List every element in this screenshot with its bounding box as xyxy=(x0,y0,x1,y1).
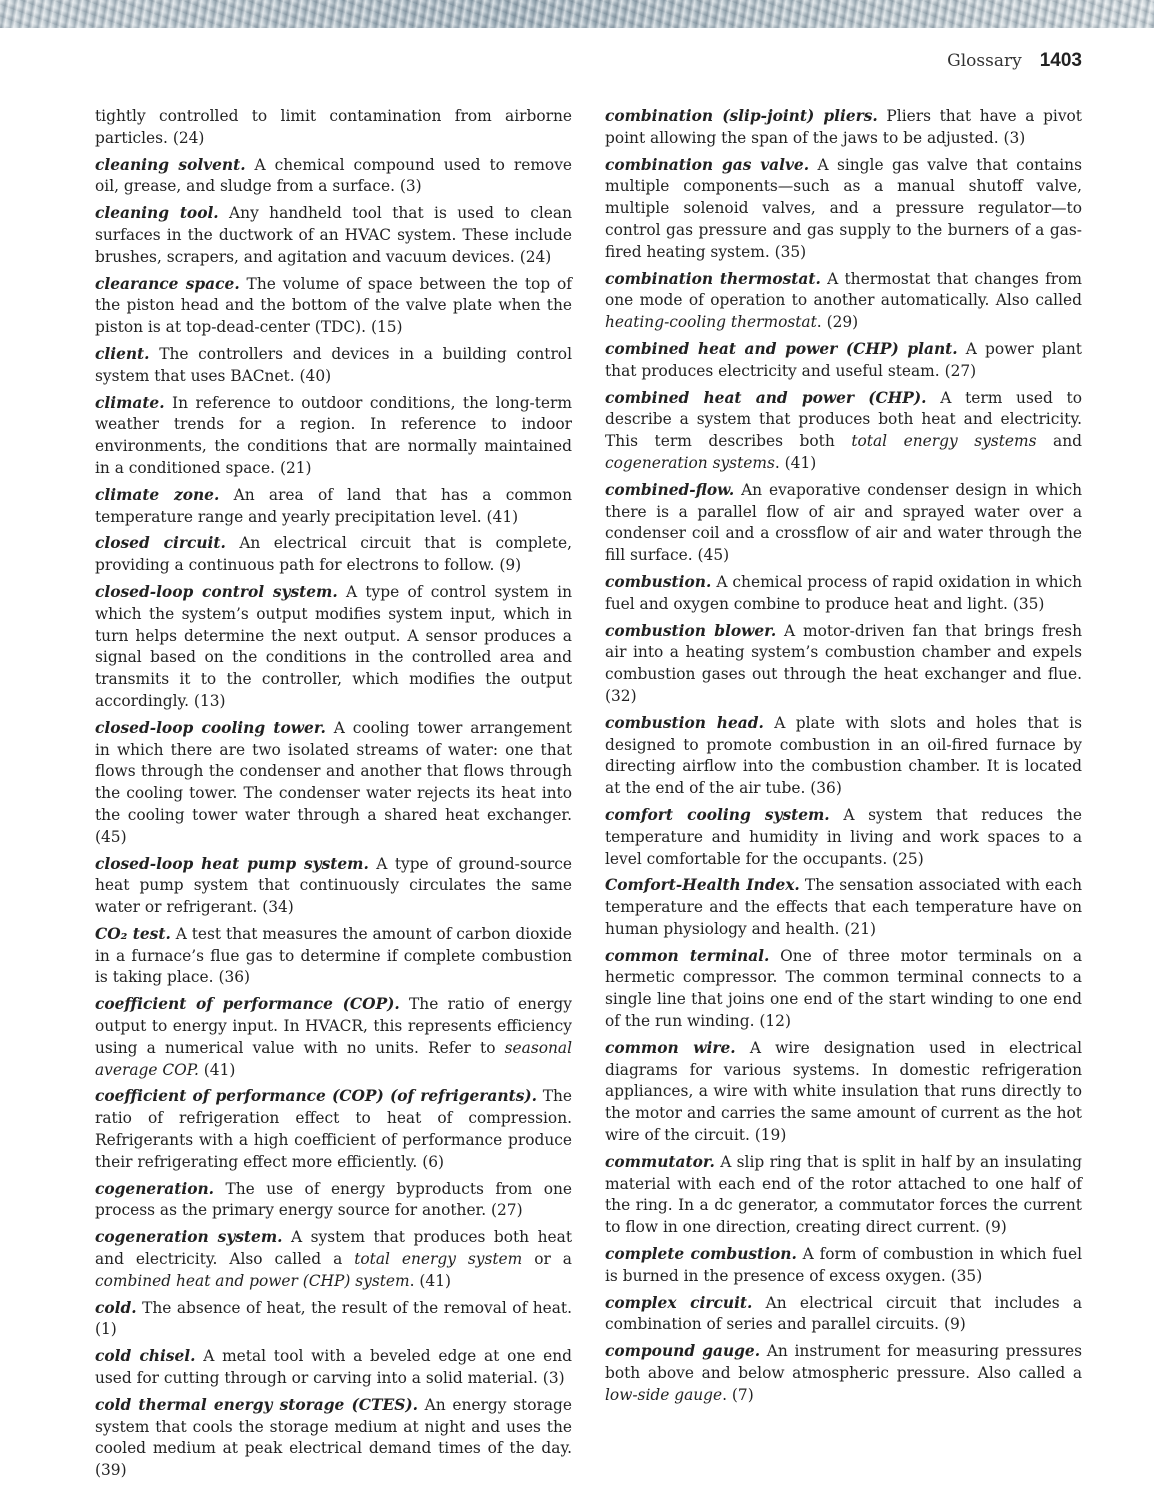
definition-text: A metal tool with a beveled edge at one end used for cutting through or carving into a solid material. (3) xyxy=(95,1347,572,1388)
glossary-entry xyxy=(95,994,572,1081)
glossary-term: climate. xyxy=(95,393,165,412)
definition-text: Any handheld tool that is used to clean surfaces in the ductwork of an HVAC system. These include brushes, scrapers, and agitation and vacuum devices. (24) xyxy=(95,204,572,266)
glossary-term: combination thermostat. xyxy=(605,269,821,288)
glossary-entry xyxy=(95,344,572,388)
definition-text: The sensation associated with each temperature and the effects that each temperature have on human physiology and health. (21) xyxy=(605,876,1082,938)
definition-text: A chemical compound used to remove oil, grease, and sludge from a surface. (3) xyxy=(95,155,572,196)
glossary-term: climate zone. xyxy=(95,485,220,504)
definition-text: An evaporative condenser design in which there is a parallel flow of air and sprayed water over a condenser coil and a crossflow of air and water through the fill surface. (45) xyxy=(605,480,1082,565)
glossary-term: complete combustion. xyxy=(605,1245,797,1264)
definition-text: An instrument for measuring pressures both above and below atmospheric pressure. Also called a xyxy=(605,1342,1082,1383)
glossary-entry xyxy=(605,269,1082,334)
glossary-entry xyxy=(95,1346,572,1390)
glossary-term: combined-flow. xyxy=(605,480,735,499)
left-column xyxy=(95,106,572,1487)
definition-text: . (41) xyxy=(409,1271,451,1290)
glossary-term: common terminal. xyxy=(605,946,770,965)
glossary-entry xyxy=(605,1244,1082,1288)
definition-text: A type of ground-source heat pump system that continuously circulates the same water or refrigerant. (34) xyxy=(95,854,573,917)
glossary-entry xyxy=(95,533,572,577)
glossary-entry xyxy=(605,875,1082,940)
definition-text: . (29) xyxy=(816,313,859,332)
glossary-term: closed-loop heat pump system. xyxy=(95,854,369,873)
glossary-entry xyxy=(95,854,572,919)
glossary-term: combustion head. xyxy=(605,713,764,732)
header-texture-banner xyxy=(0,0,1154,28)
glossary-entry xyxy=(605,805,1082,870)
glossary-term: cold thermal energy storage (CTES). xyxy=(95,1395,418,1414)
definition-text: A form of combustion in which fuel is burned in the presence of excess oxygen. (35) xyxy=(605,1245,1082,1285)
cross-reference: total energy system xyxy=(354,1250,523,1269)
definition-text: A term used to describe a system that produces both heat and electricity. This term describes both xyxy=(605,388,1082,451)
definition-text: A power plant that produces electricity and useful steam. (27) xyxy=(605,339,1082,380)
cross-reference: low-side gauge xyxy=(605,1385,723,1404)
glossary-entry xyxy=(95,1179,572,1223)
definition-text: A thermostat that changes from one mode of operation to another automatically. Also called xyxy=(605,269,1082,310)
glossary-term: commutator. xyxy=(605,1152,715,1171)
glossary-entry xyxy=(605,388,1082,475)
glossary-entry xyxy=(95,582,572,713)
definition-text: A slip ring that is split in half by an insulating material with each end of the rotor attached to one half of the ring. In a dc generator, a commutator forces the current to flow in one direction, creating direct current. (9) xyxy=(605,1152,1082,1237)
glossary-entry xyxy=(95,1227,572,1292)
glossary-entry xyxy=(605,1341,1082,1406)
cross-reference: combined heat and power (CHP) system xyxy=(95,1271,410,1290)
glossary-term: cold chisel. xyxy=(95,1347,196,1366)
definition-text: (41) xyxy=(198,1060,236,1079)
definition-text: An energy storage system that cools the storage medium at night and uses the cooled medium at peak electrical demand times of the day. (39) xyxy=(95,1395,572,1480)
glossary-entry xyxy=(95,924,572,989)
glossary-entry xyxy=(95,393,572,480)
section-label: Glossary xyxy=(947,51,1022,71)
glossary-entry xyxy=(95,1086,572,1173)
glossary-entry xyxy=(95,155,572,199)
glossary-entry xyxy=(605,480,1082,567)
glossary-entry xyxy=(605,1038,1082,1147)
definition-text: A motor-driven fan that brings fresh air into a heating system’s combustion chamber and expels combustion gases out through the heat exchanger and flue. (32) xyxy=(605,621,1082,705)
definition-text: Pliers that have a pivot point allowing the span of the jaws to be adjusted. (3) xyxy=(605,107,1082,147)
glossary-term: closed-loop control system. xyxy=(95,582,338,601)
cross-reference: heating-cooling thermostat xyxy=(605,313,817,332)
definition-text: The volume of space between the top of the piston head and the bottom of the valve plate when the piston is at top-dead-center (TDC). (15) xyxy=(95,274,572,337)
definition-text: The absence of heat, the result of the removal of heat. (1) xyxy=(95,1298,572,1339)
definition-text: A cooling tower arrangement in which there are two isolated streams of water: one that flows through the condenser and another that flows through the cooling tower. The condenser water rejects its heat into the cooling tower water through a shared heat exchanger. (45) xyxy=(95,718,572,846)
page-number: 1403 xyxy=(1039,50,1082,71)
glossary-entry xyxy=(605,713,1082,800)
glossary-term: combined heat and power (CHP) plant. xyxy=(605,339,958,358)
glossary-term: CO₂ test. xyxy=(95,924,171,943)
glossary-term: cogeneration system. xyxy=(95,1228,283,1247)
definition-text: or a xyxy=(522,1250,572,1269)
glossary-entry xyxy=(95,485,572,529)
glossary-term: compound gauge. xyxy=(605,1342,761,1361)
definition-text: tightly controlled to limit contamination from airborne particles. (24) xyxy=(95,107,572,147)
definition-text: One of three motor terminals on a hermetic compressor. The common terminal connects to a single line that joins one end of the start winding to one end of the run winding. (12) xyxy=(605,946,1082,1031)
cross-reference: cogeneration systems xyxy=(605,453,775,472)
glossary-term: closed-loop cooling tower. xyxy=(95,718,326,737)
definition-text: and xyxy=(1036,432,1082,451)
definition-text: An area of land that has a common temperature range and yearly precipitation level. (41) xyxy=(95,485,572,526)
glossary-term: client. xyxy=(95,344,150,363)
glossary-term: cleaning solvent. xyxy=(95,155,246,174)
glossary-entry xyxy=(605,946,1082,1033)
glossary-term: combination gas valve. xyxy=(605,155,810,174)
glossary-term: cleaning tool. xyxy=(95,204,219,223)
glossary-term: coefficient of performance (COP). xyxy=(95,995,400,1014)
definition-text: A system that produces both heat and electricity. Also called a xyxy=(95,1228,572,1269)
glossary-term: coefficient of performance (COP) (of refrigerants). xyxy=(95,1087,537,1106)
definition-text: A plate with slots and holes that is designed to promote combustion in an oil-fired furnace by directing airflow into the combustion chamber. It is located at the end of the air tube. (36) xyxy=(605,713,1082,798)
definition-text: The controllers and devices in a building control system that uses BACnet. (40) xyxy=(95,344,572,385)
glossary-term: complex circuit. xyxy=(605,1293,753,1312)
glossary-entry xyxy=(605,621,1082,708)
definition-text: . (7) xyxy=(722,1385,754,1404)
glossary-term: combustion blower. xyxy=(605,621,777,640)
glossary-entry xyxy=(605,155,1082,264)
definition-text: A wire designation used in electrical diagrams for various systems. In domestic refrigeration appliances, a wire with white insulation that runs directly to the motor and carries the same amount of current as the hot wire of the circuit. (19) xyxy=(605,1038,1082,1145)
glossary-entry xyxy=(605,106,1082,150)
glossary-entry xyxy=(95,1395,572,1482)
glossary-term: clearance space. xyxy=(95,274,240,293)
glossary-term: combined heat and power (CHP). xyxy=(605,388,927,407)
definition-text: A chemical process of rapid oxidation in which fuel and oxygen combine to produce heat and light. (35) xyxy=(605,572,1082,613)
definition-text: The ratio of energy output to energy input. In HVACR, this represents efficiency using a numerical value with no units. Refer to xyxy=(95,995,572,1057)
glossary-term: closed circuit. xyxy=(95,534,226,553)
glossary-term: combustion. xyxy=(605,572,712,591)
glossary-term: cold. xyxy=(95,1298,137,1317)
definition-text: The ratio of refrigeration effect to heat of compression. Refrigerants with a high coefficient of performance produce their refrigerating effect more efficiently. (6) xyxy=(95,1087,572,1171)
definition-text: A single gas valve that contains multiple components—such as a manual shutoff valve, multiple solenoid valves, and a pressure regulator—to control gas pressure and gas supply to the burners of a gas-fired heating system. (35) xyxy=(605,155,1082,261)
glossary-term: comfort cooling system. xyxy=(605,805,830,824)
glossary-entry xyxy=(605,339,1082,383)
cross-reference: total energy systems xyxy=(851,432,1037,451)
glossary-entry xyxy=(95,274,572,339)
glossary-entry xyxy=(605,572,1082,616)
glossary-entry xyxy=(605,1293,1082,1337)
glossary-entry xyxy=(95,718,572,849)
glossary-entry xyxy=(95,203,572,268)
right-column xyxy=(605,106,1082,1412)
glossary-term: Comfort-Health Index. xyxy=(605,876,800,895)
glossary-term: common wire. xyxy=(605,1038,736,1057)
cross-reference: seasonal average COP. xyxy=(95,1038,572,1079)
definition-text: A test that measures the amount of carbon dioxide in a furnace’s flue gas to determine if complete combustion is taking place. (36) xyxy=(95,924,572,987)
glossary-term: combination (slip-joint) pliers. xyxy=(605,107,878,125)
definition-text: A type of control system in which the system’s output modifies system input, which in turn helps determine the next output. A sensor produces a signal based on the conditions in the controlled area and transmits it to the controller, which modifies the output accordingly. (13) xyxy=(95,582,572,710)
definition-text: In reference to outdoor conditions, the long-term weather trends for a region. In reference to indoor environments, the conditions that are normally maintained in a conditioned space. (21) xyxy=(95,393,572,477)
definition-text: . (41) xyxy=(774,453,817,472)
running-header xyxy=(947,50,1082,76)
glossary-entry xyxy=(95,1298,572,1342)
glossary-entry xyxy=(95,106,572,150)
definition-text: An electrical circuit that is complete, providing a continuous path for electrons to follow. (9) xyxy=(95,534,572,575)
glossary-entry xyxy=(605,1152,1082,1239)
definition-text: A system that reduces the temperature and humidity in living and work spaces to a level comfortable for the occupants. (25) xyxy=(605,805,1082,868)
definition-text: An electrical circuit that includes a combination of series and parallel circuits. (9) xyxy=(605,1293,1082,1334)
glossary-term: cogeneration. xyxy=(95,1179,215,1198)
definition-text: The use of energy byproducts from one process as the primary energy source for another. (27) xyxy=(95,1179,572,1220)
